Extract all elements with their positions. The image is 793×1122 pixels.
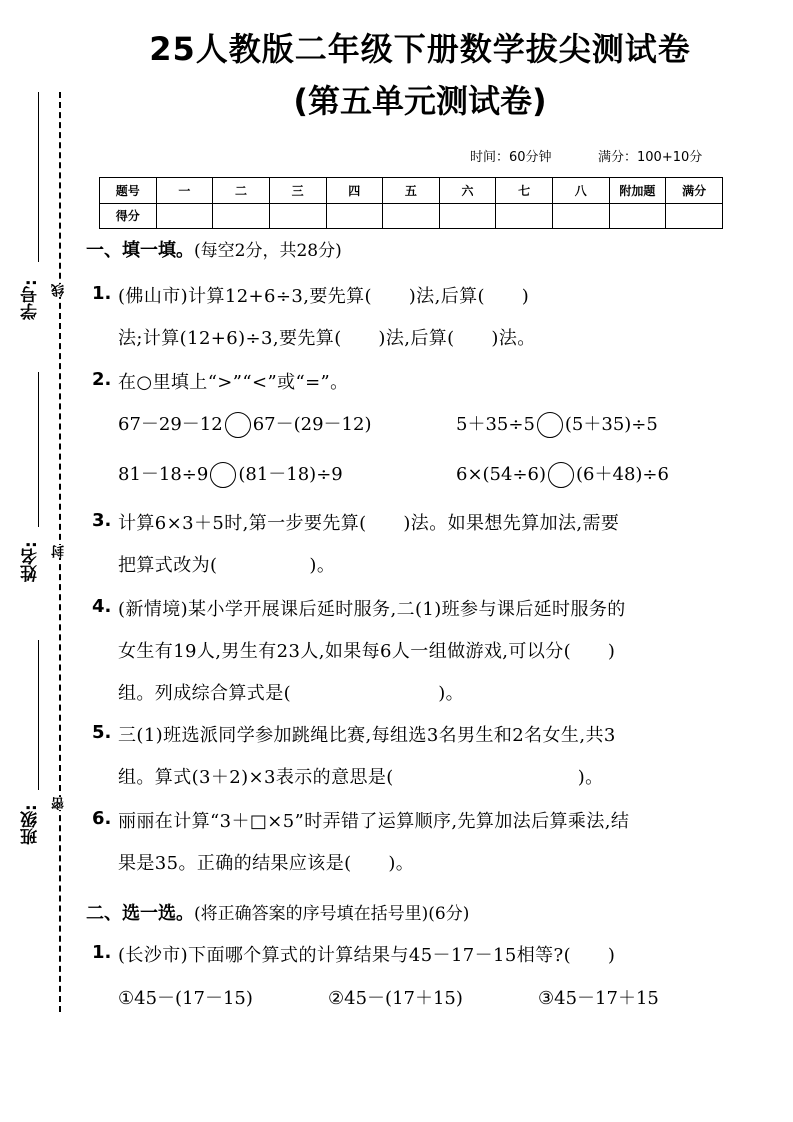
expr-right: (6＋48)÷6 [576, 464, 669, 485]
score-cell: 七 [496, 178, 553, 204]
name-label: 姓名: [21, 541, 41, 583]
score-input-cell[interactable] [326, 203, 383, 229]
score-input-cell[interactable] [269, 203, 326, 229]
comparison-item [118, 460, 343, 488]
score-table-header-row [100, 178, 723, 204]
question-text: 法;计算(12+6)÷3,要先算( )法,后算( )法。 [118, 328, 536, 349]
answer-circle[interactable] [548, 462, 574, 488]
question-number: 3. [92, 510, 112, 531]
student-id-blank[interactable] [38, 92, 39, 262]
score-input-cell[interactable] [213, 203, 270, 229]
score-input-cell[interactable] [609, 203, 666, 229]
answer-circle[interactable] [537, 412, 563, 438]
question-text: 果是35。正确的结果应该是( )。 [118, 853, 415, 874]
choice-option-2[interactable]: ②45－(17＋15) [328, 988, 463, 1009]
question-number: 6. [92, 808, 112, 829]
question-text: (新情境)某小学开展课后延时服务,二(1)班参与课后延时服务的 [118, 599, 626, 620]
expr-left: 5＋35÷5 [456, 414, 535, 435]
question-text: 女生有19人,男生有23人,如果每6人一组做游戏,可以分( ) [118, 641, 616, 662]
question-text: 在○里填上“>”“<”或“=”。 [118, 372, 349, 393]
score-label-cell: 得分 [100, 203, 157, 229]
section2-note: (将正确答案的序号填在括号里)(6分) [194, 904, 470, 924]
binding-word-seal: 封 [50, 545, 70, 558]
score-cell: 五 [383, 178, 440, 204]
score-cell: 附加题 [609, 178, 666, 204]
choice-option-3[interactable]: ③45－17＋15 [538, 988, 659, 1009]
question-text: (佛山市)计算12+6÷3,要先算( )法,后算( ) [118, 286, 530, 307]
question-text: (长沙市)下面哪个算式的计算结果与45－17－15相等?( ) [118, 945, 616, 966]
name-blank[interactable] [38, 372, 39, 527]
question-text: 三(1)班选派同学参加跳绳比赛,每组选3名男生和2名女生,共3 [118, 725, 616, 746]
expr-right: (81－18)÷9 [238, 464, 343, 485]
score-cell: 题号 [100, 178, 157, 204]
score-input-cell[interactable] [553, 203, 610, 229]
score-cell: 八 [553, 178, 610, 204]
question-text: 计算6×3＋5时,第一步要先算( )法。如果想先算加法,需要 [118, 513, 620, 534]
score-table-score-row [100, 203, 723, 229]
expr-left: 67－29－12 [118, 414, 223, 435]
score-input-cell[interactable] [666, 203, 723, 229]
choice-option-1[interactable]: ①45－(17－15) [118, 988, 253, 1009]
question-number: 4. [92, 596, 112, 617]
comparison-item [456, 410, 658, 438]
score-input-cell[interactable] [383, 203, 440, 229]
question-text: 把算式改为( )。 [118, 555, 336, 576]
student-id-label: 学号: [21, 279, 41, 321]
exam-time: 时间：60分钟 [470, 150, 552, 165]
question-number: 2. [92, 369, 112, 390]
page-subtitle: (第五单元测试卷) [293, 82, 547, 120]
score-cell: 一 [156, 178, 213, 204]
class-blank[interactable] [38, 640, 39, 790]
score-cell: 满分 [666, 178, 723, 204]
question-text: 丽丽在计算“3＋□×5”时弄错了运算顺序,先算加法后算乘法,结 [118, 811, 630, 832]
score-input-cell[interactable] [496, 203, 553, 229]
question-text: 组。列成综合算式是( )。 [118, 683, 465, 704]
question-text: 组。算式(3＋2)×3表示的意思是( )。 [118, 767, 604, 788]
comparison-item [456, 460, 669, 488]
question-number: 1. [92, 283, 112, 304]
comparison-item [118, 410, 371, 438]
score-cell: 六 [439, 178, 496, 204]
question-number: 5. [92, 722, 112, 743]
section1-heading [86, 236, 342, 262]
expr-left: 6×(54÷6) [456, 464, 547, 485]
answer-circle[interactable] [210, 462, 236, 488]
score-cell: 三 [269, 178, 326, 204]
score-input-cell[interactable] [439, 203, 496, 229]
section1-title: 一、填一填。 [86, 240, 194, 261]
score-cell: 二 [213, 178, 270, 204]
score-cell: 四 [326, 178, 383, 204]
binding-word-secret: 密 [50, 797, 70, 810]
answer-circle[interactable] [225, 412, 251, 438]
expr-right: 67－(29－12) [252, 414, 372, 435]
binding-word-line: 线 [50, 284, 70, 297]
expr-left: 81－18÷9 [118, 464, 209, 485]
section2-title: 二、选一选。 [86, 903, 194, 924]
score-table [99, 177, 723, 229]
full-score: 满分：100+10分 [598, 150, 703, 165]
section2-heading [86, 899, 469, 925]
class-label: 班级: [21, 804, 41, 846]
page-title: 25人教版二年级下册数学拔尖测试卷 [149, 30, 691, 68]
score-input-cell[interactable] [156, 203, 213, 229]
expr-right: (5＋35)÷5 [564, 414, 658, 435]
question-number: 1. [92, 942, 112, 963]
section1-note: (每空2分，共28分) [194, 241, 342, 261]
